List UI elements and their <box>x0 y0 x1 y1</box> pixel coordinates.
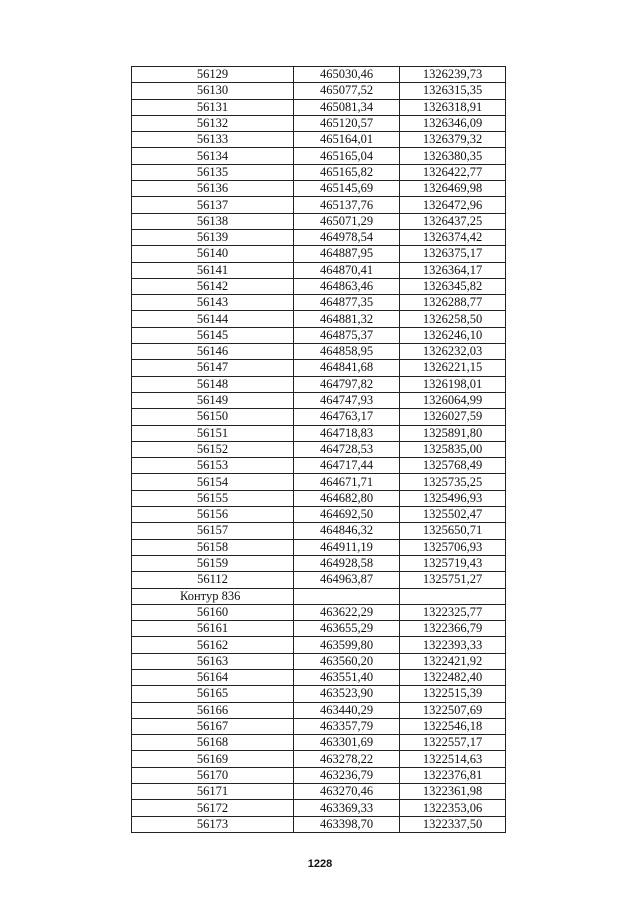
x-coordinate-cell: 463398,70 <box>294 816 400 832</box>
page-number: 1228 <box>307 858 333 870</box>
x-coordinate-cell: 464841,68 <box>294 360 400 376</box>
point-id-cell: 56165 <box>132 686 294 702</box>
table-row <box>132 621 506 637</box>
coordinates-table <box>131 66 506 833</box>
table-row <box>132 702 506 718</box>
point-id-cell: 56137 <box>132 197 294 213</box>
y-coordinate-cell: 1322337,50 <box>400 816 506 832</box>
point-id-cell: 56151 <box>132 425 294 441</box>
y-coordinate-cell: 1326318,91 <box>400 99 506 115</box>
table-row <box>132 148 506 164</box>
point-id-cell: 56167 <box>132 718 294 734</box>
x-coordinate-cell: 463301,69 <box>294 735 400 751</box>
table-row <box>132 572 506 588</box>
point-id-cell: 56143 <box>132 295 294 311</box>
y-coordinate-cell: 1326288,77 <box>400 295 506 311</box>
x-coordinate-cell: 463236,79 <box>294 767 400 783</box>
point-id-cell: 56155 <box>132 490 294 506</box>
y-coordinate-cell: 1325706,93 <box>400 539 506 555</box>
x-coordinate-cell: 465145,69 <box>294 181 400 197</box>
table-row <box>132 327 506 343</box>
table-row <box>132 67 506 83</box>
point-id-cell: 56135 <box>132 164 294 180</box>
table-row <box>132 132 506 148</box>
y-coordinate-cell: 1322507,69 <box>400 702 506 718</box>
section-header-row <box>132 588 506 604</box>
table-row <box>132 767 506 783</box>
table-row <box>132 99 506 115</box>
x-coordinate-cell: 463440,29 <box>294 702 400 718</box>
y-coordinate-cell: 1326064,99 <box>400 392 506 408</box>
x-coordinate-cell: 463357,79 <box>294 718 400 734</box>
y-coordinate-cell: 1322366,79 <box>400 621 506 637</box>
table-row <box>132 507 506 523</box>
y-coordinate-cell: 1326239,73 <box>400 67 506 83</box>
x-coordinate-cell: 464718,83 <box>294 425 400 441</box>
x-coordinate-cell: 463622,29 <box>294 604 400 620</box>
x-coordinate-cell: 464797,82 <box>294 376 400 392</box>
point-id-cell: 56160 <box>132 604 294 620</box>
y-coordinate-cell: 1326469,98 <box>400 181 506 197</box>
x-coordinate-cell: 464747,93 <box>294 392 400 408</box>
x-coordinate-cell: 464717,44 <box>294 458 400 474</box>
coordinates-table-body <box>132 67 506 833</box>
x-coordinate-cell: 463560,20 <box>294 653 400 669</box>
point-id-cell: 56145 <box>132 327 294 343</box>
y-coordinate-cell: 1326258,50 <box>400 311 506 327</box>
table-row <box>132 490 506 506</box>
table-row <box>132 751 506 767</box>
y-coordinate-cell: 1322376,81 <box>400 767 506 783</box>
table-row <box>132 262 506 278</box>
table-row <box>132 816 506 832</box>
y-coordinate-cell: 1322514,63 <box>400 751 506 767</box>
x-coordinate-cell: 464863,46 <box>294 278 400 294</box>
point-id-cell: 56163 <box>132 653 294 669</box>
empty-cell <box>400 588 506 604</box>
table-row <box>132 344 506 360</box>
y-coordinate-cell: 1322482,40 <box>400 669 506 685</box>
x-coordinate-cell: 465137,76 <box>294 197 400 213</box>
x-coordinate-cell: 464875,37 <box>294 327 400 343</box>
table-row <box>132 278 506 294</box>
point-id-cell: 56158 <box>132 539 294 555</box>
x-coordinate-cell: 464763,17 <box>294 409 400 425</box>
y-coordinate-cell: 1322361,98 <box>400 784 506 800</box>
table-row <box>132 181 506 197</box>
point-id-cell: 56159 <box>132 555 294 571</box>
y-coordinate-cell: 1325650,71 <box>400 523 506 539</box>
x-coordinate-cell: 464692,50 <box>294 507 400 523</box>
x-coordinate-cell: 464978,54 <box>294 229 400 245</box>
point-id-cell: 56171 <box>132 784 294 800</box>
x-coordinate-cell: 464887,95 <box>294 246 400 262</box>
point-id-cell: 56146 <box>132 344 294 360</box>
x-coordinate-cell: 465164,01 <box>294 132 400 148</box>
point-id-cell: 56141 <box>132 262 294 278</box>
point-id-cell: 56144 <box>132 311 294 327</box>
point-id-cell: 56152 <box>132 441 294 457</box>
table-row <box>132 686 506 702</box>
table-row <box>132 246 506 262</box>
y-coordinate-cell: 1325835,00 <box>400 441 506 457</box>
x-coordinate-cell: 464881,32 <box>294 311 400 327</box>
y-coordinate-cell: 1322393,33 <box>400 637 506 653</box>
x-coordinate-cell: 463551,40 <box>294 669 400 685</box>
table-row <box>132 604 506 620</box>
x-coordinate-cell: 463270,46 <box>294 784 400 800</box>
point-id-cell: 56148 <box>132 376 294 392</box>
point-id-cell: 56161 <box>132 621 294 637</box>
x-coordinate-cell: 464911,19 <box>294 539 400 555</box>
y-coordinate-cell: 1326472,96 <box>400 197 506 213</box>
y-coordinate-cell: 1326374,42 <box>400 229 506 245</box>
point-id-cell: 56149 <box>132 392 294 408</box>
table-row <box>132 458 506 474</box>
x-coordinate-cell: 465030,46 <box>294 67 400 83</box>
table-row <box>132 164 506 180</box>
table-row <box>132 376 506 392</box>
point-id-cell: 56150 <box>132 409 294 425</box>
table-row <box>132 213 506 229</box>
x-coordinate-cell: 465071,29 <box>294 213 400 229</box>
x-coordinate-cell: 465165,04 <box>294 148 400 164</box>
table-row <box>132 539 506 555</box>
y-coordinate-cell: 1326232,03 <box>400 344 506 360</box>
table-row <box>132 653 506 669</box>
x-coordinate-cell: 464870,41 <box>294 262 400 278</box>
point-id-cell: 56172 <box>132 800 294 816</box>
point-id-cell: 56138 <box>132 213 294 229</box>
table-row <box>132 360 506 376</box>
point-id-cell: 56166 <box>132 702 294 718</box>
y-coordinate-cell: 1326364,17 <box>400 262 506 278</box>
y-coordinate-cell: 1326422,77 <box>400 164 506 180</box>
point-id-cell: 56131 <box>132 99 294 115</box>
x-coordinate-cell: 464846,32 <box>294 523 400 539</box>
table-row <box>132 800 506 816</box>
point-id-cell: 56157 <box>132 523 294 539</box>
point-id-cell: 56142 <box>132 278 294 294</box>
table-row <box>132 197 506 213</box>
x-coordinate-cell: 463599,80 <box>294 637 400 653</box>
table-row <box>132 718 506 734</box>
y-coordinate-cell: 1326345,82 <box>400 278 506 294</box>
y-coordinate-cell: 1325502,47 <box>400 507 506 523</box>
x-coordinate-cell: 463523,90 <box>294 686 400 702</box>
table-row <box>132 735 506 751</box>
y-coordinate-cell: 1322421,92 <box>400 653 506 669</box>
y-coordinate-cell: 1326437,25 <box>400 213 506 229</box>
table-row <box>132 311 506 327</box>
empty-cell <box>294 588 400 604</box>
point-id-cell: 56112 <box>132 572 294 588</box>
y-coordinate-cell: 1326315,35 <box>400 83 506 99</box>
x-coordinate-cell: 463278,22 <box>294 751 400 767</box>
y-coordinate-cell: 1325768,49 <box>400 458 506 474</box>
point-id-cell: 56147 <box>132 360 294 376</box>
table-row <box>132 523 506 539</box>
x-coordinate-cell: 464671,71 <box>294 474 400 490</box>
y-coordinate-cell: 1325751,27 <box>400 572 506 588</box>
y-coordinate-cell: 1326027,59 <box>400 409 506 425</box>
point-id-cell: 56168 <box>132 735 294 751</box>
point-id-cell: 56140 <box>132 246 294 262</box>
y-coordinate-cell: 1322557,17 <box>400 735 506 751</box>
y-coordinate-cell: 1322546,18 <box>400 718 506 734</box>
table-row <box>132 229 506 245</box>
table-row <box>132 392 506 408</box>
table-row <box>132 425 506 441</box>
point-id-cell: 56153 <box>132 458 294 474</box>
point-id-cell: 56136 <box>132 181 294 197</box>
table-row <box>132 784 506 800</box>
point-id-cell: 56170 <box>132 767 294 783</box>
point-id-cell: 56129 <box>132 67 294 83</box>
y-coordinate-cell: 1326246,10 <box>400 327 506 343</box>
x-coordinate-cell: 464928,58 <box>294 555 400 571</box>
y-coordinate-cell: 1326346,09 <box>400 115 506 131</box>
table-row <box>132 295 506 311</box>
y-coordinate-cell: 1322515,39 <box>400 686 506 702</box>
point-id-cell: 56162 <box>132 637 294 653</box>
point-id-cell: 56173 <box>132 816 294 832</box>
coordinates-table-container <box>131 66 506 833</box>
y-coordinate-cell: 1322353,06 <box>400 800 506 816</box>
table-row <box>132 669 506 685</box>
table-row <box>132 115 506 131</box>
x-coordinate-cell: 464963,87 <box>294 572 400 588</box>
section-title: Контур 836 <box>132 588 294 604</box>
y-coordinate-cell: 1326375,17 <box>400 246 506 262</box>
x-coordinate-cell: 464858,95 <box>294 344 400 360</box>
point-id-cell: 56156 <box>132 507 294 523</box>
x-coordinate-cell: 464728,53 <box>294 441 400 457</box>
y-coordinate-cell: 1322325,77 <box>400 604 506 620</box>
point-id-cell: 56133 <box>132 132 294 148</box>
x-coordinate-cell: 465120,57 <box>294 115 400 131</box>
y-coordinate-cell: 1325719,43 <box>400 555 506 571</box>
y-coordinate-cell: 1325735,25 <box>400 474 506 490</box>
x-coordinate-cell: 465165,82 <box>294 164 400 180</box>
y-coordinate-cell: 1325496,93 <box>400 490 506 506</box>
x-coordinate-cell: 464877,35 <box>294 295 400 311</box>
y-coordinate-cell: 1325891,80 <box>400 425 506 441</box>
table-row <box>132 474 506 490</box>
y-coordinate-cell: 1326379,32 <box>400 132 506 148</box>
table-row <box>132 555 506 571</box>
point-id-cell: 56130 <box>132 83 294 99</box>
x-coordinate-cell: 465081,34 <box>294 99 400 115</box>
point-id-cell: 56132 <box>132 115 294 131</box>
y-coordinate-cell: 1326380,35 <box>400 148 506 164</box>
table-row <box>132 637 506 653</box>
point-id-cell: 56169 <box>132 751 294 767</box>
point-id-cell: 56134 <box>132 148 294 164</box>
x-coordinate-cell: 464682,80 <box>294 490 400 506</box>
point-id-cell: 56164 <box>132 669 294 685</box>
point-id-cell: 56154 <box>132 474 294 490</box>
table-row <box>132 409 506 425</box>
point-id-cell: 56139 <box>132 229 294 245</box>
x-coordinate-cell: 465077,52 <box>294 83 400 99</box>
y-coordinate-cell: 1326221,15 <box>400 360 506 376</box>
y-coordinate-cell: 1326198,01 <box>400 376 506 392</box>
x-coordinate-cell: 463655,29 <box>294 621 400 637</box>
table-row <box>132 441 506 457</box>
x-coordinate-cell: 463369,33 <box>294 800 400 816</box>
table-row <box>132 83 506 99</box>
